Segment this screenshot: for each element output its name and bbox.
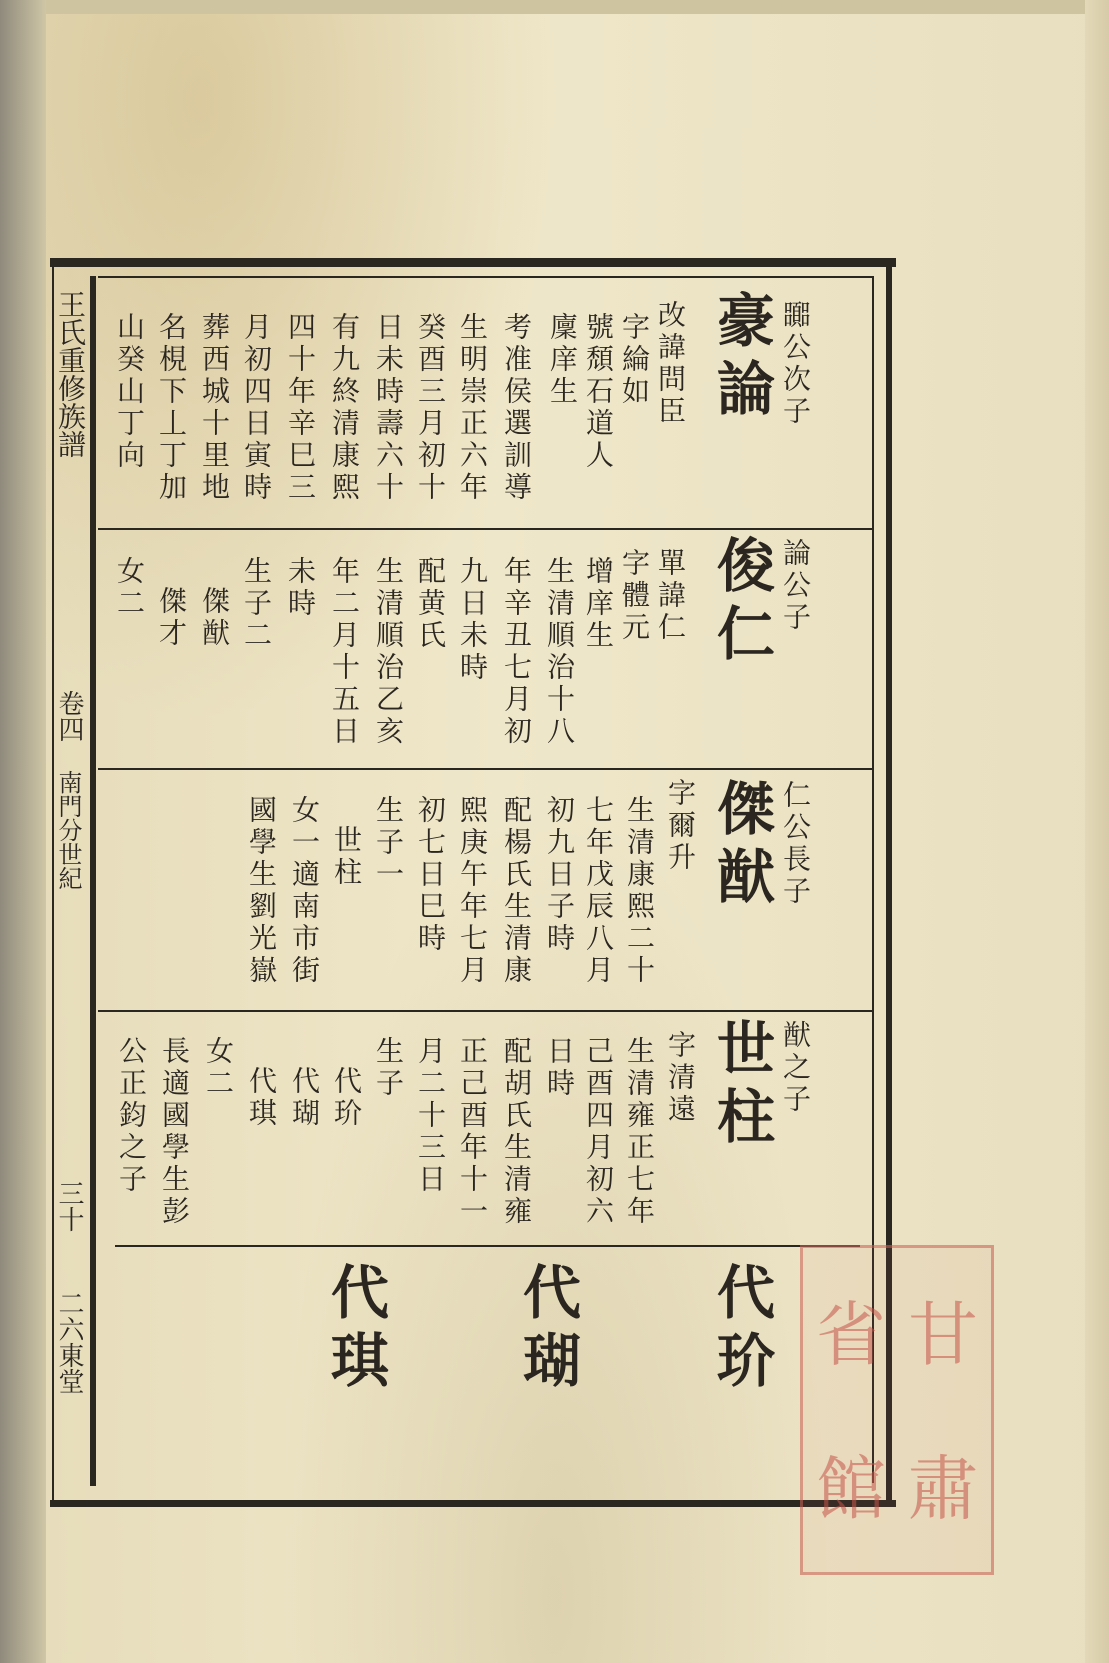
entry-line: 月初四日寅時 <box>240 312 273 504</box>
entry-line: 公正鈞之子 <box>115 1036 148 1196</box>
entry-line: 日時 <box>543 1036 576 1100</box>
entry-line: 代玠 <box>330 1066 363 1130</box>
entry-line: 未時 <box>284 556 317 620</box>
row-divider <box>98 1010 872 1012</box>
volume-label: 卷四 <box>54 690 84 742</box>
entry-name: 俊仁 <box>707 535 775 671</box>
entry-line: 年二月十五日 <box>328 556 361 748</box>
entry-line: 初九日子時 <box>543 795 576 955</box>
entry-line: 傑才 <box>155 586 188 650</box>
entry-line: 生子 <box>372 1036 405 1100</box>
page-number: 三十 <box>54 1180 84 1232</box>
entry-line: 初七日巳時 <box>414 795 447 955</box>
entry-relation: 論公子 <box>779 538 812 634</box>
entry-line: 山癸山丁向 <box>113 312 146 472</box>
library-seal: 甘 肅 省 館 <box>800 1245 994 1575</box>
entry-line: 月二十三日 <box>414 1036 447 1196</box>
entry-line: 配胡氏生清雍 <box>500 1036 533 1228</box>
paper-right-edge <box>1085 0 1109 1663</box>
entry-line: 字爾升 <box>664 778 697 874</box>
entry-relation: 仁公長子 <box>779 780 812 908</box>
entry-line: 生清康熙二十 <box>623 795 656 987</box>
book-title: 王氏重修族譜 <box>54 290 87 458</box>
entry-line: 年辛丑七月初 <box>500 556 533 748</box>
entry-line: 七年戊辰八月 <box>582 795 615 987</box>
entry-line: 廩庠生 <box>546 312 579 408</box>
entry-line: 傑猷 <box>198 586 231 650</box>
entry-line: 生清雍正七年 <box>623 1036 656 1228</box>
entry-line: 女一適南市街 <box>288 795 321 987</box>
section-label: 南門分世紀 <box>54 770 82 890</box>
entry-line: 生清順治乙亥 <box>372 556 405 748</box>
entry-line: 字清遠 <box>664 1030 697 1126</box>
entry-line: 生子一 <box>372 795 405 891</box>
frame-left-border <box>90 276 96 1486</box>
entry-line: 字體元 <box>618 548 651 644</box>
entry-line: 字綸如 <box>618 312 651 408</box>
entry-line: 己酉四月初六 <box>582 1036 615 1228</box>
paper-top-edge <box>0 0 1109 14</box>
entry-line: 生明崇正六年 <box>456 312 489 504</box>
row-divider <box>115 1245 860 1247</box>
frame-bottom-border <box>50 1500 896 1507</box>
entry-line: 世柱 <box>330 825 363 889</box>
entry-line: 配楊氏生清康 <box>500 795 533 987</box>
row-divider <box>98 768 872 770</box>
entry-line: 生子二 <box>240 556 273 652</box>
entry-line: 九日未時 <box>456 556 489 684</box>
entry-line: 單諱仁 <box>654 548 687 644</box>
edition-mark: 二六東堂 <box>54 1290 84 1394</box>
entry-line: 號頹石道人 <box>582 312 615 472</box>
row-divider <box>98 528 872 530</box>
entry-line: 正己酉年十一 <box>456 1036 489 1228</box>
entry-line: 日未時壽六十 <box>372 312 405 504</box>
entry-line: 增庠生 <box>582 556 615 652</box>
entry-line: 考准侯選訓導 <box>500 312 533 504</box>
entry-line: 配黄氏 <box>414 556 447 652</box>
frame-inner-top-border <box>98 276 874 278</box>
entry-line: 國學生劉光嶽 <box>245 795 278 987</box>
entry-line: 熙庚午年七月 <box>456 795 489 987</box>
entry-line: 名梘下丄丁加 <box>155 312 188 504</box>
paper-left-edge <box>0 0 46 1663</box>
entry-relation: 嚻公次子 <box>779 300 812 428</box>
next-generation-name: 代玠 <box>707 1262 775 1398</box>
entry-line: 生清順治十八 <box>543 556 576 748</box>
entry-line: 代瑚 <box>288 1066 321 1130</box>
entry-relation: 猷之子 <box>779 1020 812 1116</box>
entry-name: 豪論 <box>707 290 775 426</box>
entry-line: 改諱問臣 <box>654 300 687 428</box>
frame-top-border <box>50 258 896 267</box>
entry-line: 女二 <box>113 556 146 620</box>
entry-line: 代琪 <box>245 1066 278 1130</box>
next-generation-name: 代瑚 <box>513 1262 581 1398</box>
entry-name: 世柱 <box>707 1018 775 1154</box>
entry-line: 四十年辛巳三 <box>284 312 317 504</box>
next-generation-name: 代琪 <box>321 1262 389 1398</box>
entry-line: 女二 <box>202 1036 235 1100</box>
entry-line: 葬西城十里地 <box>198 312 231 504</box>
entry-line: 癸酉三月初十 <box>414 312 447 504</box>
entry-line: 長適國學生彭 <box>158 1036 191 1228</box>
entry-name: 傑猷 <box>707 778 775 914</box>
entry-line: 有九終清康熙 <box>328 312 361 504</box>
